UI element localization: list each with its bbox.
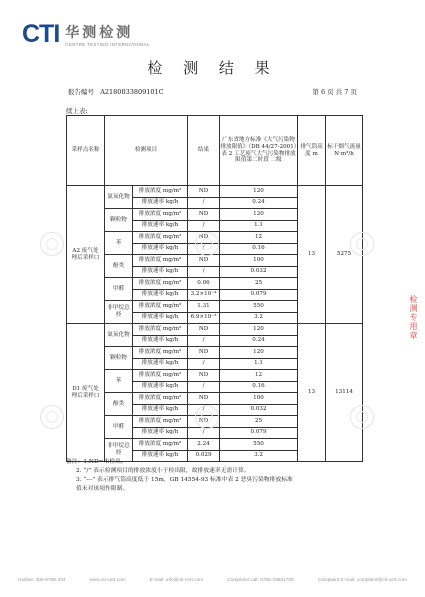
item-cell: 排放速率 kg/h (133, 450, 188, 462)
limit-cell: 3.2 (220, 312, 298, 324)
watermark-icon (195, 405, 219, 429)
result-cell: ND (188, 186, 220, 198)
limit-cell: 1.1 (220, 220, 298, 232)
limit-cell: 100 (220, 393, 298, 405)
item-cell: 排放速率 kg/h (133, 289, 188, 301)
limit-cell: 25 (220, 416, 298, 428)
page-title: 检 测 结 果 (147, 59, 278, 77)
pollutant-cell: 颗粒物 (105, 347, 133, 370)
result-cell: / (188, 266, 220, 278)
sampling-point-cell: A2 废气处理后采样口 (67, 186, 105, 324)
table-row (67, 186, 363, 198)
result-cell: ND (188, 324, 220, 336)
continued-label: 续上表: (66, 107, 88, 115)
item-cell: 排放浓度 mg/m³ (133, 439, 188, 451)
stack-height-cell: 13 (298, 324, 326, 462)
header-item: 检测项目 (105, 116, 188, 186)
limit-cell: 0.24 (220, 335, 298, 347)
result-cell: 1.31 (188, 301, 220, 313)
item-cell: 排放浓度 mg/m³ (133, 347, 188, 359)
item-cell: 排放浓度 mg/m³ (133, 393, 188, 405)
result-cell: ND (188, 347, 220, 359)
footer-email: E-mail: info@cti-cert.com (149, 578, 204, 583)
report-number (68, 87, 164, 96)
header-point: 采样点名称 (67, 116, 105, 186)
footer-complaint-email: Complaint E-mail: complaint@cti-cert.com (317, 578, 407, 583)
limit-cell: 0.032 (220, 404, 298, 416)
sampling-point-cell: D1 废气处理后采样口 (67, 324, 105, 462)
item-cell: 排放浓度 mg/m³ (133, 416, 188, 428)
limit-cell: 0.16 (220, 381, 298, 393)
result-cell: / (188, 427, 220, 439)
side-stamp: 检测专用章 (409, 295, 418, 340)
item-cell: 排放速率 kg/h (133, 312, 188, 324)
limit-cell: 12 (220, 232, 298, 244)
header-standard: 广东省地方标准《大气污染物排放限值》（DB 44/27-2001）表 2 工艺废气大气污染物排放限值第二时段 二级 (220, 116, 298, 186)
limit-cell: 120 (220, 324, 298, 336)
limit-cell: 0.079 (220, 289, 298, 301)
item-cell: 排放浓度 mg/m³ (133, 186, 188, 198)
limit-cell: 0.16 (220, 243, 298, 255)
company-logo (22, 20, 150, 49)
pollutant-cell: 氮氧化物 (105, 186, 133, 209)
report-number-label: 报告编号 (68, 88, 94, 96)
item-cell: 排放浓度 mg/m³ (133, 209, 188, 221)
note-line: 3. “---” 表示排气筒高度低于 15m，GB 14554-93 标准中表 2 恶臭污染物排放标准 (76, 476, 293, 483)
result-cell: 6.9×10⁻³ (188, 312, 220, 324)
footer-hotline: Hotline: 400-6788-333 (18, 578, 66, 583)
result-cell: / (188, 197, 220, 209)
result-cell: / (188, 220, 220, 232)
result-cell: / (188, 243, 220, 255)
result-cell: ND (188, 393, 220, 405)
limit-cell: 120 (220, 209, 298, 221)
logo-cn-name: 华测检测 (65, 25, 134, 41)
item-cell: 排放速率 kg/h (133, 358, 188, 370)
header-flow: 标干烟气流量 N·m³/h (326, 116, 363, 186)
item-cell: 排放速率 kg/h (133, 335, 188, 347)
result-cell: / (188, 335, 220, 347)
result-cell: / (188, 381, 220, 393)
result-cell: 0.06 (188, 278, 220, 290)
result-cell: ND (188, 416, 220, 428)
pollutant-cell: 颗粒物 (105, 209, 133, 232)
header-height: 排气筒高度 m (298, 116, 326, 186)
footer-complaint-call: Complaint call: 0755-33681700 (227, 578, 294, 583)
watermark-icon (350, 405, 374, 429)
item-cell: 排放速率 kg/h (133, 220, 188, 232)
item-cell: 排放浓度 mg/m³ (133, 255, 188, 267)
result-cell: 0.029 (188, 450, 220, 462)
watermark-icon (350, 232, 374, 256)
item-cell: 排放浓度 mg/m³ (133, 370, 188, 382)
pollutant-cell: 苯 (105, 232, 133, 255)
limit-cell: 100 (220, 255, 298, 267)
pollutant-cell: 甲醛 (105, 278, 133, 301)
logo-mark: CTI (22, 20, 60, 48)
footer (18, 578, 407, 583)
result-cell: ND (188, 209, 220, 221)
limit-cell: 0.032 (220, 266, 298, 278)
pollutant-cell: 非甲烷总烃 (105, 301, 133, 324)
flow-rate-cell: 5275 (326, 186, 363, 324)
limit-cell: 0.079 (220, 427, 298, 439)
item-cell: 排放速率 kg/h (133, 381, 188, 393)
flow-rate-cell: 13114 (326, 324, 363, 462)
limit-cell: 12 (220, 370, 298, 382)
result-cell: ND (188, 255, 220, 267)
limit-cell: 3.2 (220, 450, 298, 462)
result-cell: ND (188, 370, 220, 382)
watermark-icon (40, 405, 64, 429)
item-cell: 排放浓度 mg/m³ (133, 301, 188, 313)
pollutant-cell: 酚类 (105, 255, 133, 278)
note-line: 2. “/” 表示检测项目的排放浓度小于检出限，故排放速率无需计算。 (76, 467, 250, 474)
item-cell: 排放浓度 mg/m³ (133, 324, 188, 336)
pollutant-cell: 非甲烷总烃 (105, 439, 133, 462)
limit-cell: 120 (220, 186, 298, 198)
note-line: 值未对该项作限制。 (76, 485, 129, 492)
result-cell: / (188, 404, 220, 416)
stack-height-cell: 13 (298, 186, 326, 324)
pollutant-cell: 甲醛 (105, 416, 133, 439)
pollutant-cell: 苯 (105, 370, 133, 393)
result-cell: 2.24 (188, 439, 220, 451)
limit-cell: 1.1 (220, 358, 298, 370)
item-cell: 排放浓度 mg/m³ (133, 232, 188, 244)
watermark-icon (40, 232, 64, 256)
result-cell: / (188, 358, 220, 370)
item-cell: 排放速率 kg/h (133, 266, 188, 278)
item-cell: 排放速率 kg/h (133, 197, 188, 209)
result-cell: ND (188, 232, 220, 244)
item-cell: 排放速率 kg/h (133, 427, 188, 439)
notes (66, 458, 362, 494)
watermark-icon (195, 232, 219, 256)
limit-cell: 25 (220, 278, 298, 290)
limit-cell: 550 (220, 301, 298, 313)
limit-cell: 0.24 (220, 197, 298, 209)
item-cell: 排放速率 kg/h (133, 404, 188, 416)
header-result: 结果 (188, 116, 220, 186)
note-line: 备注：1.ND=未检出。 (66, 459, 127, 465)
limit-cell: 120 (220, 347, 298, 359)
item-cell: 排放速率 kg/h (133, 243, 188, 255)
report-number-value: A2180033809101C (100, 88, 164, 96)
page-info: 第 6 页 共 7 页 (312, 88, 357, 96)
result-cell: 3.2×10⁻⁴ (188, 289, 220, 301)
logo-en-name: CENTRE TESTING INTERNATIONAL (65, 42, 150, 47)
footer-web: www.cti-cert.com (89, 578, 126, 583)
pollutant-cell: 氮氧化物 (105, 324, 133, 347)
pollutant-cell: 酚类 (105, 393, 133, 416)
table-row (67, 324, 363, 336)
item-cell: 排放浓度 mg/m³ (133, 278, 188, 290)
limit-cell: 550 (220, 439, 298, 451)
